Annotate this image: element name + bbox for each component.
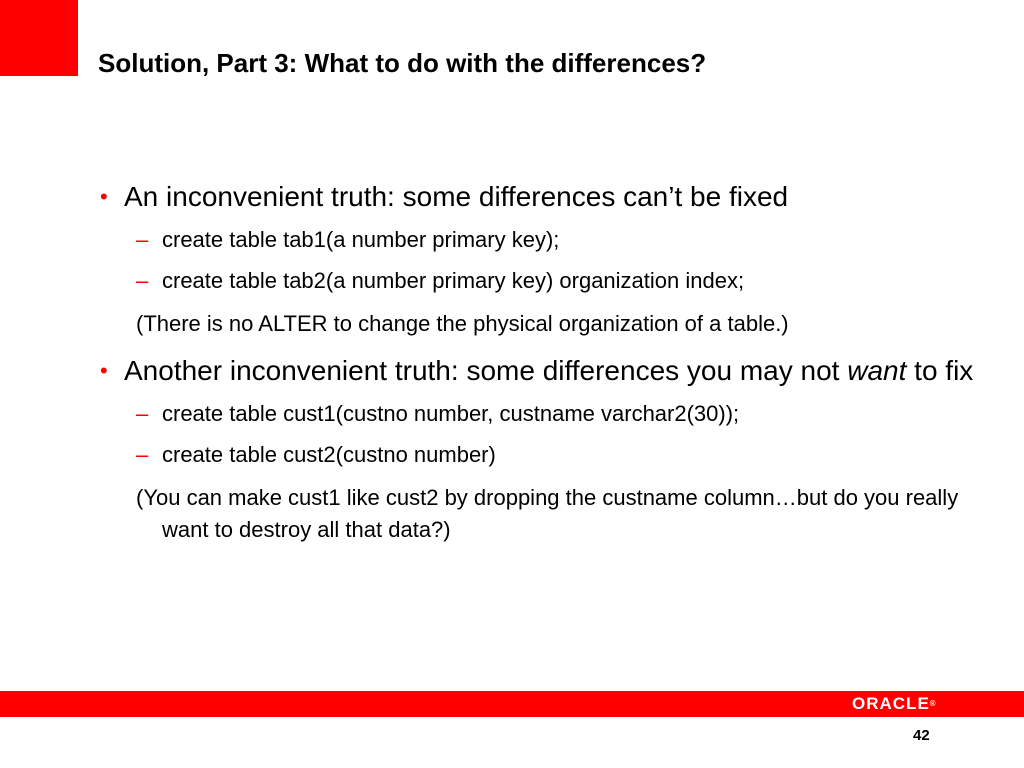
page-number: 42 — [913, 727, 930, 744]
bullet-2-text-before: Another inconvenient truth: some differences you may not — [124, 355, 848, 386]
dash-icon: – — [136, 442, 149, 467]
sub-bullet-2b-text: create table cust2(custno number) — [162, 442, 496, 467]
sub-bullet-1a — [100, 226, 980, 253]
bullet-1-text: An inconvenient truth: some differences can’t be fixed — [124, 181, 789, 212]
sub-bullet-2a — [100, 400, 980, 427]
dash-icon: – — [136, 401, 149, 426]
note-1: (There is no ALTER to change the physical organization of a table.) — [136, 311, 789, 336]
bullet-item-1 — [100, 180, 980, 214]
bullet-dot-icon: • — [100, 184, 108, 209]
slide-body — [100, 180, 980, 560]
corner-accent-block — [0, 0, 78, 76]
dash-icon: – — [136, 227, 149, 252]
sub-bullet-1b-text: create table tab2(a number primary key) organization index; — [162, 268, 745, 293]
registered-mark: ® — [929, 699, 937, 708]
sub-bullet-1b — [100, 267, 980, 294]
bullet-dot-icon: • — [100, 358, 108, 383]
oracle-logo-text: ORACLE — [852, 694, 930, 713]
sub-bullet-2a-text: create table cust1(custno number, custname varchar2(30)); — [162, 401, 740, 426]
dash-icon: – — [136, 268, 149, 293]
oracle-logo — [852, 694, 937, 714]
sub-bullet-1a-text: create table tab1(a number primary key); — [162, 227, 560, 252]
sub-bullet-2b — [100, 441, 980, 468]
bullet-2-text-after: to fix — [906, 355, 974, 386]
bullet-2-emphasis: want — [847, 355, 907, 386]
bullet-item-2 — [100, 354, 980, 388]
note-2: (You can make cust1 like cust2 by dropping the custname column…but do you really want to destroy all that data?) — [136, 485, 959, 542]
slide-title: Solution, Part 3: What to do with the differences? — [98, 48, 707, 78]
